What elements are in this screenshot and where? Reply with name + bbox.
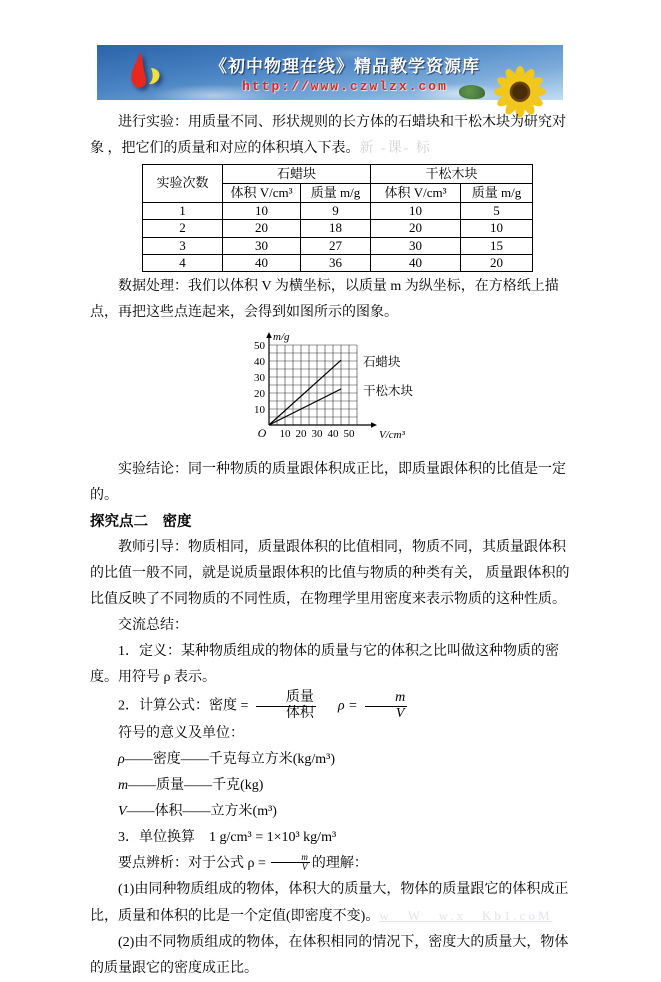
analysis-prefix: 要点辨析：对于公式 ρ =: [118, 856, 270, 872]
point-1-text: (1)由同种物质组成的物体，体积大的质量大，物体的质量跟它的体积成正比，质量和体积的比是一个定值(即密度不变)。: [90, 882, 569, 925]
paragraph-teacher-guide: 教师引导：物质相同，质量跟体积的比值相同，物质不同，其质量跟体积的比值一般不同，就是说质量跟体积的比值与物质的种类有关， 质量跟体积的比值反映了不同物质的不同性质，在物理学里用密度来表示物质的这种性质。: [90, 540, 570, 607]
paragraph-formula: [90, 691, 578, 721]
fraction-m-over-V: [365, 691, 407, 721]
banner-url: http://www.czwlzx.com: [242, 79, 448, 94]
fraction-denominator: V: [301, 862, 308, 873]
banner-title: 《初中物理在线》精品教学资源库: [210, 57, 480, 76]
table-cell: 36: [301, 254, 371, 271]
y-tick-label: 10: [254, 404, 265, 416]
paragraph-units-title: 符号的意义及单位：: [118, 726, 244, 742]
paragraph-conclusion: 实验结论：同一种物质的质量跟体积成正比，即质量跟体积的比值是一定的。: [90, 462, 566, 503]
table-cell: 20: [371, 220, 461, 237]
unit-symbol-m: m: [118, 778, 129, 794]
table-row: [143, 254, 533, 271]
y-tick-label: 20: [254, 388, 265, 400]
fraction-denominator: V: [395, 705, 405, 721]
origin-label: O: [257, 426, 267, 440]
watermark-xinkebiao: 新 -课- 标: [359, 141, 432, 156]
paragraph-experiment: [90, 110, 578, 162]
y-tick-label: 40: [254, 356, 265, 368]
paragraph-experiment-text: 进行实验：用质量不同、形状规则的长方体的石蜡块和干松木块为研究对象 ，把它们的质量和对应的体积填入下表。: [90, 115, 566, 156]
x-tick-label: 50: [343, 428, 355, 440]
flame-logo-icon: [123, 51, 171, 98]
x-tick-label: 20: [295, 428, 307, 440]
table-group-header-paraffin: 石蜡块: [223, 165, 371, 184]
table-cell: 10: [223, 203, 301, 220]
data-table-body: [143, 203, 533, 272]
fraction-numerator: m: [271, 853, 310, 863]
x-tick-label: 40: [327, 428, 339, 440]
table-subheader: 体积 V/cm³: [371, 184, 461, 203]
y-tick-label: 50: [254, 340, 265, 352]
unit-line-mass: [90, 773, 578, 799]
fraction-numerator: 质量: [256, 691, 316, 707]
table-cell: 18: [301, 220, 371, 237]
table-subheader: 质量 m/g: [301, 184, 371, 203]
paragraph-data-processing: 数据处理：我们以体积 V 为横坐标，以质量 m 为纵坐标，在方格纸上描点，再把这些点连起来，会得到如图所示的图象。: [90, 279, 559, 320]
series-label: 干松木块: [363, 384, 414, 398]
fraction-denominator: 体积: [285, 705, 314, 721]
document-body: [90, 110, 578, 982]
unit-symbol-V: V: [118, 804, 127, 820]
unit-symbol-rho: ρ: [118, 752, 125, 768]
table-cell: 1: [143, 203, 223, 220]
paragraph-point-1: [90, 877, 578, 930]
table-group-header-pine: 干松木块: [371, 165, 533, 184]
paragraph-unit-conversion: 3．单位换算 1 g/cm³ = 1×10³ kg/m³: [118, 830, 337, 846]
watermark-kb1com: w W w.x Kb1.coM: [379, 908, 553, 924]
table-cell: 40: [223, 254, 301, 271]
x-tick-label: 30: [311, 428, 323, 440]
chart-figure: [242, 330, 578, 457]
table-cell: 20: [223, 220, 301, 237]
table-cell: 30: [371, 237, 461, 254]
table-header-row-1: [143, 165, 533, 184]
axis-arrow-icon: [266, 332, 272, 338]
table-cell: 15: [461, 237, 533, 254]
table-row: [143, 237, 533, 254]
y-axis-label: m/g: [273, 331, 290, 343]
series-line: [269, 389, 341, 425]
unit-line-text: ——质量——千克(kg): [128, 778, 264, 794]
site-banner: [97, 45, 563, 100]
banner-text-block: [207, 52, 483, 94]
table-cell: 20: [461, 254, 533, 271]
axis-arrow-icon: [371, 422, 377, 428]
leaf-decoration: [459, 85, 485, 99]
table-cell: 10: [461, 220, 533, 237]
table-cell: 10: [371, 203, 461, 220]
experiment-data-table: [142, 164, 533, 272]
paragraph-share-summary: 交流总结：: [118, 618, 188, 633]
fraction-mass-over-volume: [256, 691, 316, 721]
table-cell: 27: [301, 237, 371, 254]
table-row: [143, 220, 533, 237]
x-axis-label: V/cm³: [379, 429, 405, 441]
unit-line-text: ——体积——立方米(m³): [126, 804, 277, 820]
table-cell: 40: [371, 254, 461, 271]
table-corner-header: 实验次数: [143, 165, 223, 203]
table-cell: 30: [223, 237, 301, 254]
table-row: [143, 203, 533, 220]
table-cell: 2: [143, 220, 223, 237]
unit-line-text: ——密度——千克每立方米(kg/m³): [124, 752, 336, 768]
heading-explore-point-2: 探究点二 密度: [90, 514, 192, 530]
rho-equals: ρ =: [337, 698, 362, 714]
paragraph-definition: 1．定义：某种物质组成的物体的质量与它的体积之比叫做这种物质的密度。用符号 ρ 表示。: [90, 644, 559, 685]
chart-svg: [242, 330, 437, 447]
table-cell: 5: [461, 203, 533, 220]
analysis-suffix: 的理解：: [311, 856, 368, 872]
table-cell: 9: [301, 203, 371, 220]
table-cell: 3: [143, 237, 223, 254]
series-line: [269, 360, 341, 425]
table-cell: 4: [143, 254, 223, 271]
y-tick-label: 30: [254, 372, 265, 384]
series-label: 石蜡块: [363, 355, 401, 370]
fraction-m-over-V-small: [271, 853, 310, 872]
unit-line-density: [90, 747, 578, 773]
formula-prefix: 2．计算公式：密度 =: [118, 698, 252, 714]
x-tick-label: 10: [279, 428, 291, 440]
table-subheader: 质量 m/g: [461, 184, 533, 203]
table-subheader: 体积 V/cm³: [223, 184, 301, 203]
paragraph-key-analysis: [90, 851, 578, 877]
unit-line-volume: [90, 799, 578, 825]
paragraph-point-2: (2)由不同物质组成的物体，在体积相同的情况下，密度大的质量大，物体的质量跟它的密度成正比。: [90, 935, 569, 977]
fraction-numerator: m: [365, 691, 407, 707]
